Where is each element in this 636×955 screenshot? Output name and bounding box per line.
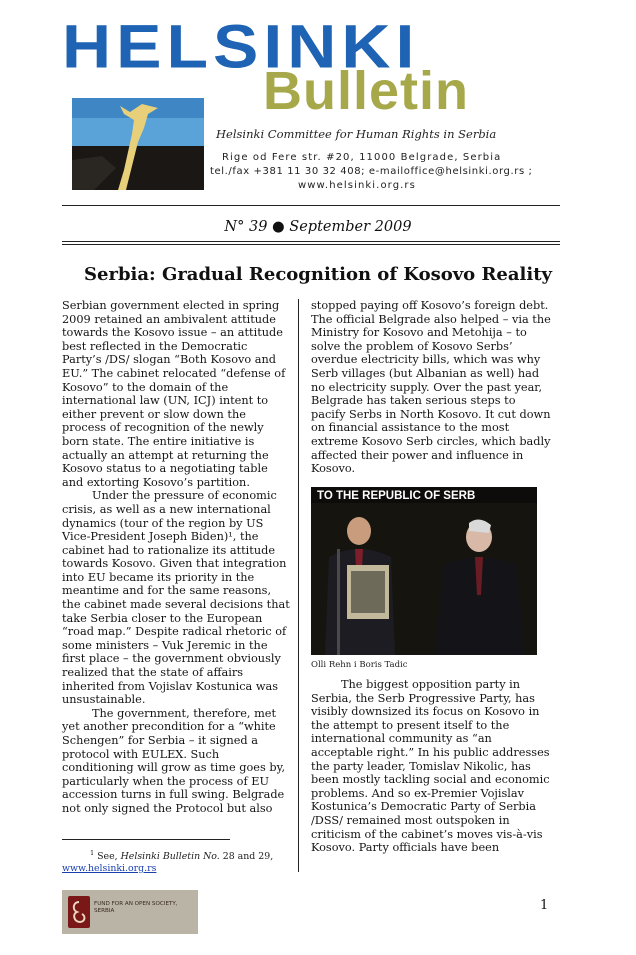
paragraph: Serbian government elected in spring 2009 retained an ambivalent attitude towards the Kosovo issue – an attitude best reflected in the Democratic Party’s /DS/ slogan “Both Kosovo and EU.” The cabinet relocated “defense of Kosovo” to the domain of the international law (UN, ICJ) intent to either prevent or slow down the process of recognition of the newly born state. The entire initiative is actually an attempt at returning the Kosovo status to a negotiating table and extorting Kosovo’s partition. — [62, 299, 286, 489]
committee-name: Helsinki Committee for Human Rights in Serbia — [216, 127, 497, 141]
footnote-divider — [62, 839, 230, 840]
footnote-text-suffix: 28 and 29, — [219, 851, 274, 863]
paragraph: Under the pressure of economic crisis, as well as a new international dynamics (tour of the region by US Vice-President Joseph Biden)¹, the cabinet had to rationalize its attitude towards Kosovo. Given that integration into EU became its priority in the meantime and for the same reasons, the cabinet made several decisions that take Serbia closer to the European “road map.” Despite radical rhetoric of some ministers – Vuk Jeremic in the first place – the government obviously realized that the state of affairs inherited from Vojislav Kostunica was unsustainable. — [62, 489, 290, 707]
fund-logo-text: FUND FOR AN OPEN SOCIETY, SERBIA — [94, 901, 178, 914]
issue-divider-top — [62, 241, 560, 242]
article-column-right-bottom — [311, 678, 551, 855]
footnote-link[interactable]: www.helsinki.org.rs — [62, 863, 157, 875]
address-line: Rige od Fere str. #20, 11000 Belgrade, Serbia — [222, 152, 502, 163]
masthead-logo-image — [72, 98, 204, 190]
contact-line: tel./fax +381 11 30 32 408; e-mailoffice@helsinki.org.rs ; — [210, 166, 533, 177]
article-column-right-top — [311, 299, 551, 476]
footnote-marker: 1 — [90, 849, 95, 857]
photo-image — [311, 487, 537, 655]
column-divider — [298, 299, 299, 872]
issue-line: N° 39 ● September 2009 — [224, 219, 412, 235]
masthead-subtitle: Bulletin — [263, 61, 469, 121]
photo-caption: Olli Rehn i Boris Tadic — [311, 660, 408, 670]
footnote-publication: Helsinki Bulletin No. — [120, 851, 220, 863]
page-number: 1 — [540, 898, 549, 913]
article-headline: Serbia: Gradual Recognition of Kosovo Reality — [84, 264, 552, 285]
fund-logo — [62, 890, 198, 934]
footnote — [62, 847, 294, 875]
article-column-left — [62, 299, 290, 816]
article-photo — [311, 487, 537, 655]
website-line: www.helsinki.org.rs — [298, 180, 416, 191]
masthead-divider — [62, 205, 560, 206]
footnote-text: See, — [94, 851, 121, 863]
photo-banner-text: TO THE REPUBLIC OF SERB — [317, 490, 476, 502]
issue-divider-bottom — [62, 244, 560, 245]
paragraph: stopped paying off Kosovo’s foreign debt. The official Belgrade also helped – via the Ministry for Kosovo and Metohija – to solve the problem of Kosovo Serbs’ overdue electricity bills, which was why Serb villages (but Albanian as well) had no electricity supply. Over the past year, Belgrade has taken serious steps to pacify Serbs in North Kosovo. It cut down on financial assistance to the most extreme Kosovo Serb circles, which badly affected their power and influence in Kosovo. — [311, 299, 551, 476]
masthead-title: HELSINKI — [62, 12, 420, 81]
paragraph: The government, therefore, met yet another precondition for a “white Schengen” for Serbia – it signed a protocol with EULEX. Such conditioning will grow as time goes by, particularly when the process of EU accession turns in full swing. Belgrade not only signed the Protocol but also — [62, 706, 286, 815]
fund-logo-icon — [68, 896, 90, 928]
paragraph: The biggest opposition party in Serbia, the Serb Progressive Party, has visibly downsized its focus on Kosovo in the attempt to present itself to the international community as “an acceptable right.” In his public addresses the party leader, Tomislav Nikolic, has been mostly tackling social and economic problems. And so ex-Premier Vojislav Kostunica’s Democratic Party of Serbia /DSS/ remained most outspoken in criticism of the cabinet’s moves vis-à-vis Kosovo. Party officials have been — [311, 678, 550, 855]
